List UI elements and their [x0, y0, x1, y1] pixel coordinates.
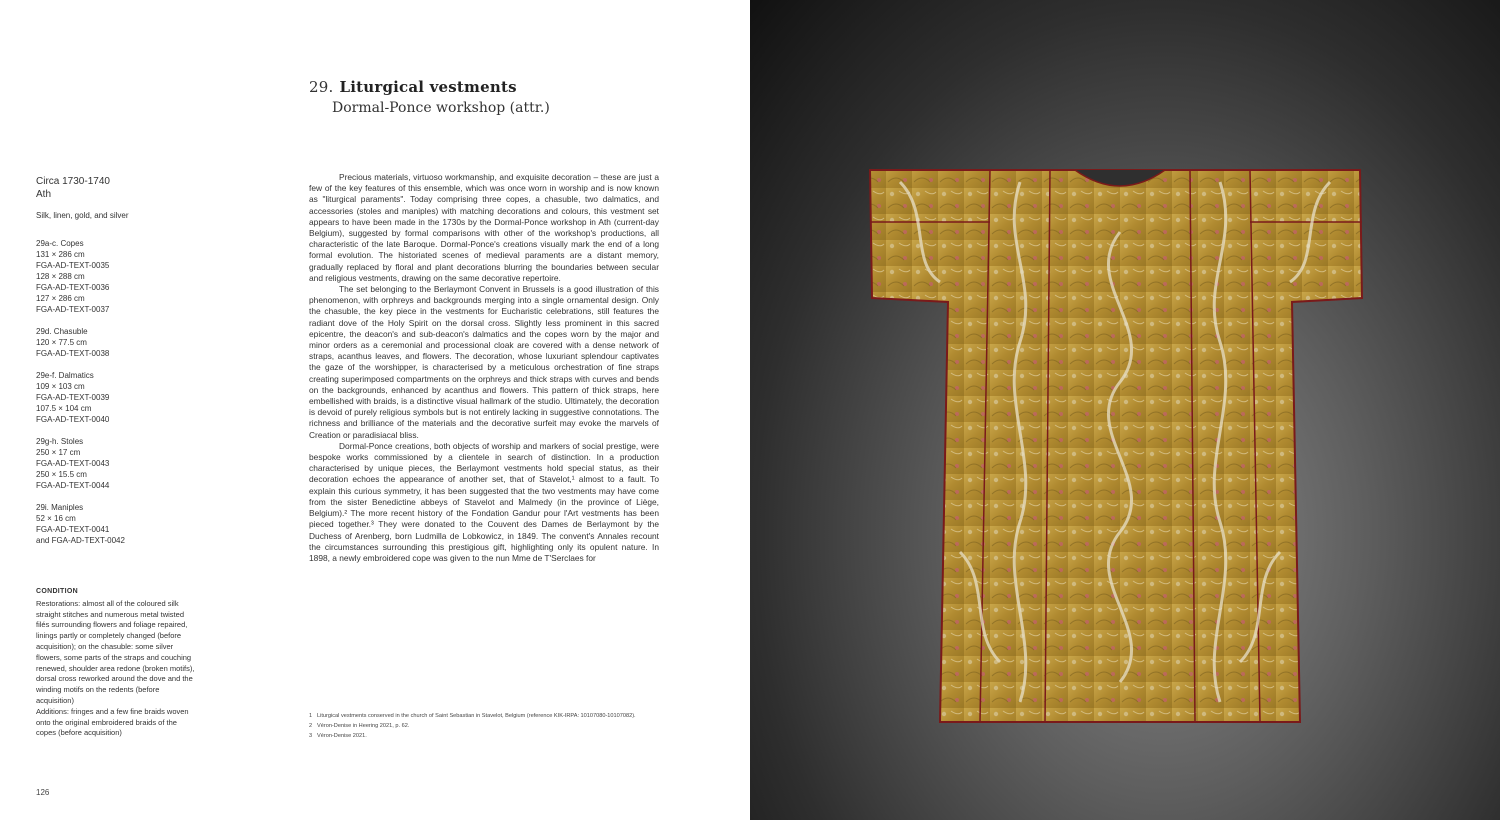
- inventory-detail: FGA-AD-TEXT-0044: [36, 481, 110, 490]
- entry-number: 29.: [309, 78, 334, 96]
- page-number: 126: [36, 788, 50, 797]
- inventory-label: 29d. Chasuble: [36, 327, 88, 336]
- inventory-detail: and FGA-AD-TEXT-0042: [36, 536, 125, 545]
- inventory-detail: 107.5 × 104 cm: [36, 404, 92, 413]
- inventory-group: [36, 436, 216, 491]
- title-block: [309, 78, 550, 116]
- inventory-detail: FGA-AD-TEXT-0036: [36, 283, 110, 292]
- inventory-group: [36, 326, 216, 359]
- inventory-detail: 250 × 17 cm: [36, 448, 81, 457]
- inventory-groups: [36, 238, 216, 546]
- entry-title: [309, 78, 550, 96]
- inventory-detail: 127 × 286 cm: [36, 294, 85, 303]
- inventory-group: [36, 502, 216, 546]
- dalmatic-photo: [860, 162, 1380, 742]
- condition-restorations: Restorations: almost all of the coloured silk straight stitches and numerous metal twisted filés surrounding flowers and foliage repaired, linings partly or completely changed (before acquisition); on the chasuble: some silver flowers, some parts of the straps and couching renewed, shoulder area redone (broken motifs), dorsal cross reworked around the dove and the winding motifs on the redents (before acquisition): [36, 598, 195, 705]
- body-paragraph: Dormal-Ponce creations, both objects of worship and markers of social prestige, were bespoke works commissioned by a clientele in search of distinction. In a production characterised by unique pieces, the Berlaymont vestments hold special status, as their decoration echoes the appearance of another set, that of Stavelot,¹ almost to a fault. To explain this curious symmetry, it has been suggested that the two vestments may have come from the sister Benedictine abbeys of Stavelot and Malmedy (in the province of Liège, Belgium).² The more recent history of the Fondation Gandur pour l'Art vestments has been pieced together.³ They were donated to the Couvent des Dames de Berlaymont by the Duchess of Arenberg, born Ludmilla de Lobkowicz, in 1849. The convent's Annales recount the circumstances surrounding this prestigious gift, highlighting only its opulent nature. In 1898, a newly embroidered cope was given to the nun Mme de T'Serclaes for: [309, 440, 659, 563]
- inventory-detail: FGA-AD-TEXT-0043: [36, 459, 110, 468]
- inventory-group: [36, 370, 216, 425]
- inventory-group: [36, 238, 216, 315]
- condition-additions: Additions: fringes and a few fine braids woven onto the original embroidered braids of the copes (before acquisition): [36, 706, 189, 738]
- footnotes: [309, 711, 659, 741]
- inventory-label: 29e-f. Dalmatics: [36, 371, 94, 380]
- place-line: Ath: [36, 189, 52, 200]
- inventory-detail: FGA-AD-TEXT-0040: [36, 415, 110, 424]
- condition-heading: CONDITION: [36, 588, 78, 595]
- condition-section: [36, 587, 196, 739]
- inventory-detail: FGA-AD-TEXT-0038: [36, 349, 110, 358]
- materials-line: Silk, linen, gold, and silver: [36, 211, 129, 220]
- object-metadata: [36, 175, 216, 546]
- inventory-detail: FGA-AD-TEXT-0041: [36, 525, 110, 534]
- inventory-label: 29i. Maniples: [36, 503, 84, 512]
- entry-title-text: Liturgical vestments: [339, 78, 517, 96]
- inventory-detail: 120 × 77.5 cm: [36, 338, 87, 347]
- inventory-detail: FGA-AD-TEXT-0035: [36, 261, 110, 270]
- footnote: 3 Véron-Denise 2021.: [309, 733, 367, 739]
- footnote: 2 Véron-Denise in Heering 2021, p. 62.: [309, 723, 410, 729]
- inventory-detail: 131 × 286 cm: [36, 250, 85, 259]
- inventory-detail: 128 × 288 cm: [36, 272, 85, 281]
- entry-subtitle: Dormal-Ponce workshop (attr.): [332, 100, 550, 116]
- date-line: Circa 1730-1740: [36, 176, 110, 187]
- body-paragraph: Precious materials, virtuoso workmanship, and exquisite decoration – these are just a few of the key features of this ensemble, which was once worn in worship and is now known as "liturgical paraments". Today comprising three copes, a chasuble, two dalmatics, and accessories (stoles and maniples) with matching decorations and colours, this vestment set appears to have been made in the 1730s by the Dormal-Ponce workshop in Ath (current-day Belgium), suggested by formal comparisons with other of the workshop's productions, all characteristic of the late Baroque. Dormal-Ponce's creations visually mark the end of a long formal evolution. The historiated scenes of medieval paraments are a distant memory, gradually replaced by floral and plant decorations blurring the boundaries between secular and religious vestments, drawing on the same decorative repertoire.: [309, 172, 659, 283]
- body-text: [309, 172, 659, 564]
- inventory-detail: 109 × 103 cm: [36, 382, 85, 391]
- inventory-label: 29a-c. Copes: [36, 239, 84, 248]
- inventory-detail: 52 × 16 cm: [36, 514, 76, 523]
- footnote: 1 Liturgical vestments conserved in the church of Saint Sebastian in Stavelot, Belgium (reference KIK-IRPA: 10107080-10107082).: [309, 713, 636, 719]
- body-paragraph: The set belonging to the Berlaymont Convent in Brussels is a good illustration of this phenomenon, with orphreys and backgrounds merging into a single ornamental design. Only the chasuble, the key piece in the vestments for Eucharistic celebrations, still features the radiant dove of the Holy Spirit on the dorsal cross. Slightly less prominent in this sacred epicentre, the deacon's and sub-deacon's dalmatics and the copes worn by the major and minor orders as a ceremonial and processional cloak are covered with a dense network of straps, acanthus leaves, and flowers. The decoration, whose luxuriant splendour captivates the gaze of the worshipper, is characterised by a meticulous orchestration of fine straps creating superimposed compartments on the orphreys and thick straps with curves and bends on the backgrounds, enhanced by acanthus and flowers. This pattern of thick straps, here embellished with braids, is a distinctive visual hallmark of the studio. Ultimately, the decoration is devoid of purely religious symbols but is not entirely lacking in suggestive connotations. The richness and brilliance of the materials and the decorative surfeit may evoke the marvels of Creation or paradisiacal bliss.: [309, 284, 659, 440]
- inventory-label: 29g-h. Stoles: [36, 437, 84, 446]
- inventory-detail: 250 × 15.5 cm: [36, 470, 87, 479]
- inventory-detail: FGA-AD-TEXT-0039: [36, 393, 110, 402]
- inventory-detail: FGA-AD-TEXT-0037: [36, 305, 110, 314]
- photo-page: [750, 0, 1500, 820]
